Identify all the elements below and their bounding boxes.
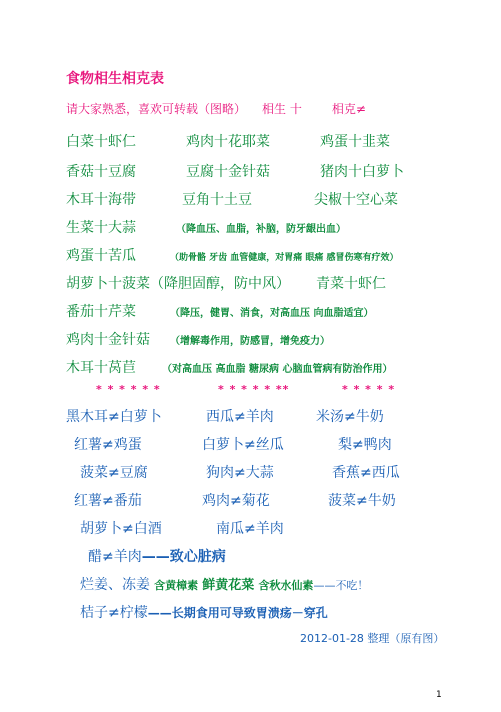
sheng-item: 白菜十虾仁 xyxy=(66,134,136,150)
sheng-item: 猪肉十白萝卜 xyxy=(320,164,404,180)
sheng-note: （增解毒作用，防感冒，增免疫力） xyxy=(170,336,330,347)
sheng-item: 木耳十海带 xyxy=(66,192,136,208)
sheng-item: 豆角十土豆 xyxy=(182,192,252,208)
page-title: 食物相生相克表 xyxy=(66,71,164,87)
sheng-note: （降压，健胃、消食，对高血压 向血脂适宜） xyxy=(170,308,374,319)
sheng-row xyxy=(66,301,373,321)
ke-item: 白萝卜≠丝瓜 xyxy=(202,437,284,453)
sheng-item: 生菜十大蒜 xyxy=(66,220,136,236)
star-separator: * * * * * xyxy=(342,383,396,396)
ke-item: 米汤≠牛奶 xyxy=(316,409,384,425)
ginger-note: 含黄樟素 xyxy=(154,579,199,592)
ke-row xyxy=(80,518,284,538)
sheng-legend: 相生 十 xyxy=(262,102,302,116)
ke-row xyxy=(74,490,396,510)
sheng-item: 鸡蛋十韭菜 xyxy=(320,134,390,150)
ke-item: 胡萝卜≠白酒 xyxy=(80,521,162,537)
ke-item: 醋≠羊肉 xyxy=(88,549,142,565)
star-separator: * * * * * * xyxy=(96,383,161,396)
ginger-note: 含秋水仙素 xyxy=(258,579,314,592)
ke-item: 西瓜≠羊肉 xyxy=(206,409,274,425)
page-number: 1 xyxy=(436,690,442,700)
ginger-end: ——不吃！ xyxy=(313,579,369,592)
sheng-row xyxy=(66,189,398,209)
ke-item: 鸡肉≠菊花 xyxy=(202,493,270,509)
intro-text: 请大家熟悉，喜欢可转载（图略） xyxy=(66,102,247,116)
sheng-item: 香菇十豆腐 xyxy=(66,164,136,180)
ginger-line xyxy=(80,574,368,594)
vinegar-line xyxy=(88,546,226,566)
ke-row xyxy=(74,434,392,454)
warning-text: ——致心脏病 xyxy=(141,549,226,565)
ke-item: 梨≠鸭肉 xyxy=(338,437,392,453)
ke-row xyxy=(66,406,384,426)
ke-item: 红薯≠番茄 xyxy=(74,493,142,509)
ke-item: 香蕉≠西瓜 xyxy=(332,465,400,481)
ke-row xyxy=(80,462,400,482)
sheng-item: 番茄十芹菜 xyxy=(66,304,136,320)
ginger-text: 烂姜、冻姜 xyxy=(80,577,150,593)
ginger-note: 鲜黄花菜 xyxy=(202,578,255,593)
orange-line xyxy=(80,602,328,622)
ke-item: 红薯≠鸡蛋 xyxy=(74,437,142,453)
sheng-item: 尖椒十空心菜 xyxy=(314,192,398,208)
warning-text: ——长期食用可导致胃溃疡－穿孔 xyxy=(147,606,328,620)
star-separator: * * * * * ** xyxy=(218,383,290,396)
sheng-row xyxy=(66,217,346,237)
sheng-row xyxy=(66,161,404,181)
sheng-item: 木耳十莴苣 xyxy=(66,360,136,376)
sheng-note: （对高血压 高血脂 糖尿病 心脑血管病有防治作用） xyxy=(162,364,393,375)
sheng-row xyxy=(66,329,330,349)
sheng-item: 青菜十虾仁 xyxy=(316,276,386,292)
intro-line xyxy=(66,100,366,117)
ke-legend: 相克≠ xyxy=(331,102,366,116)
ke-item: 南瓜≠羊肉 xyxy=(216,521,284,537)
sheng-row xyxy=(66,245,399,265)
sheng-row xyxy=(66,273,386,293)
sheng-row xyxy=(66,131,390,151)
ke-item: 狗肉≠大蒜 xyxy=(206,465,274,481)
ke-item: 桔子≠柠檬 xyxy=(80,605,148,621)
sheng-row xyxy=(66,357,392,377)
sheng-item: 豆腐十金针菇 xyxy=(186,164,270,180)
ke-item: 菠菜≠豆腐 xyxy=(80,465,148,481)
sheng-item: 鸡蛋十苦瓜 xyxy=(66,248,136,264)
sheng-note: （降血压、血脂，补脑，防牙龈出血） xyxy=(176,224,346,235)
sheng-item: 鸡肉十金针菇 xyxy=(66,332,150,348)
sheng-note: （助骨骼 牙齿 血管健康，对胃痛 眼痛 感冒伤寒有疗效） xyxy=(170,253,399,263)
footer-note: 2012-01-28 整理（原有图） xyxy=(300,632,445,645)
ke-item: 黑木耳≠白萝卜 xyxy=(66,409,162,425)
ke-item: 菠菜≠牛奶 xyxy=(328,493,396,509)
sheng-item: 鸡肉十花耶菜 xyxy=(186,134,270,150)
sheng-item: 胡萝卜十菠菜（降胆固醇，防中风） xyxy=(66,276,290,292)
